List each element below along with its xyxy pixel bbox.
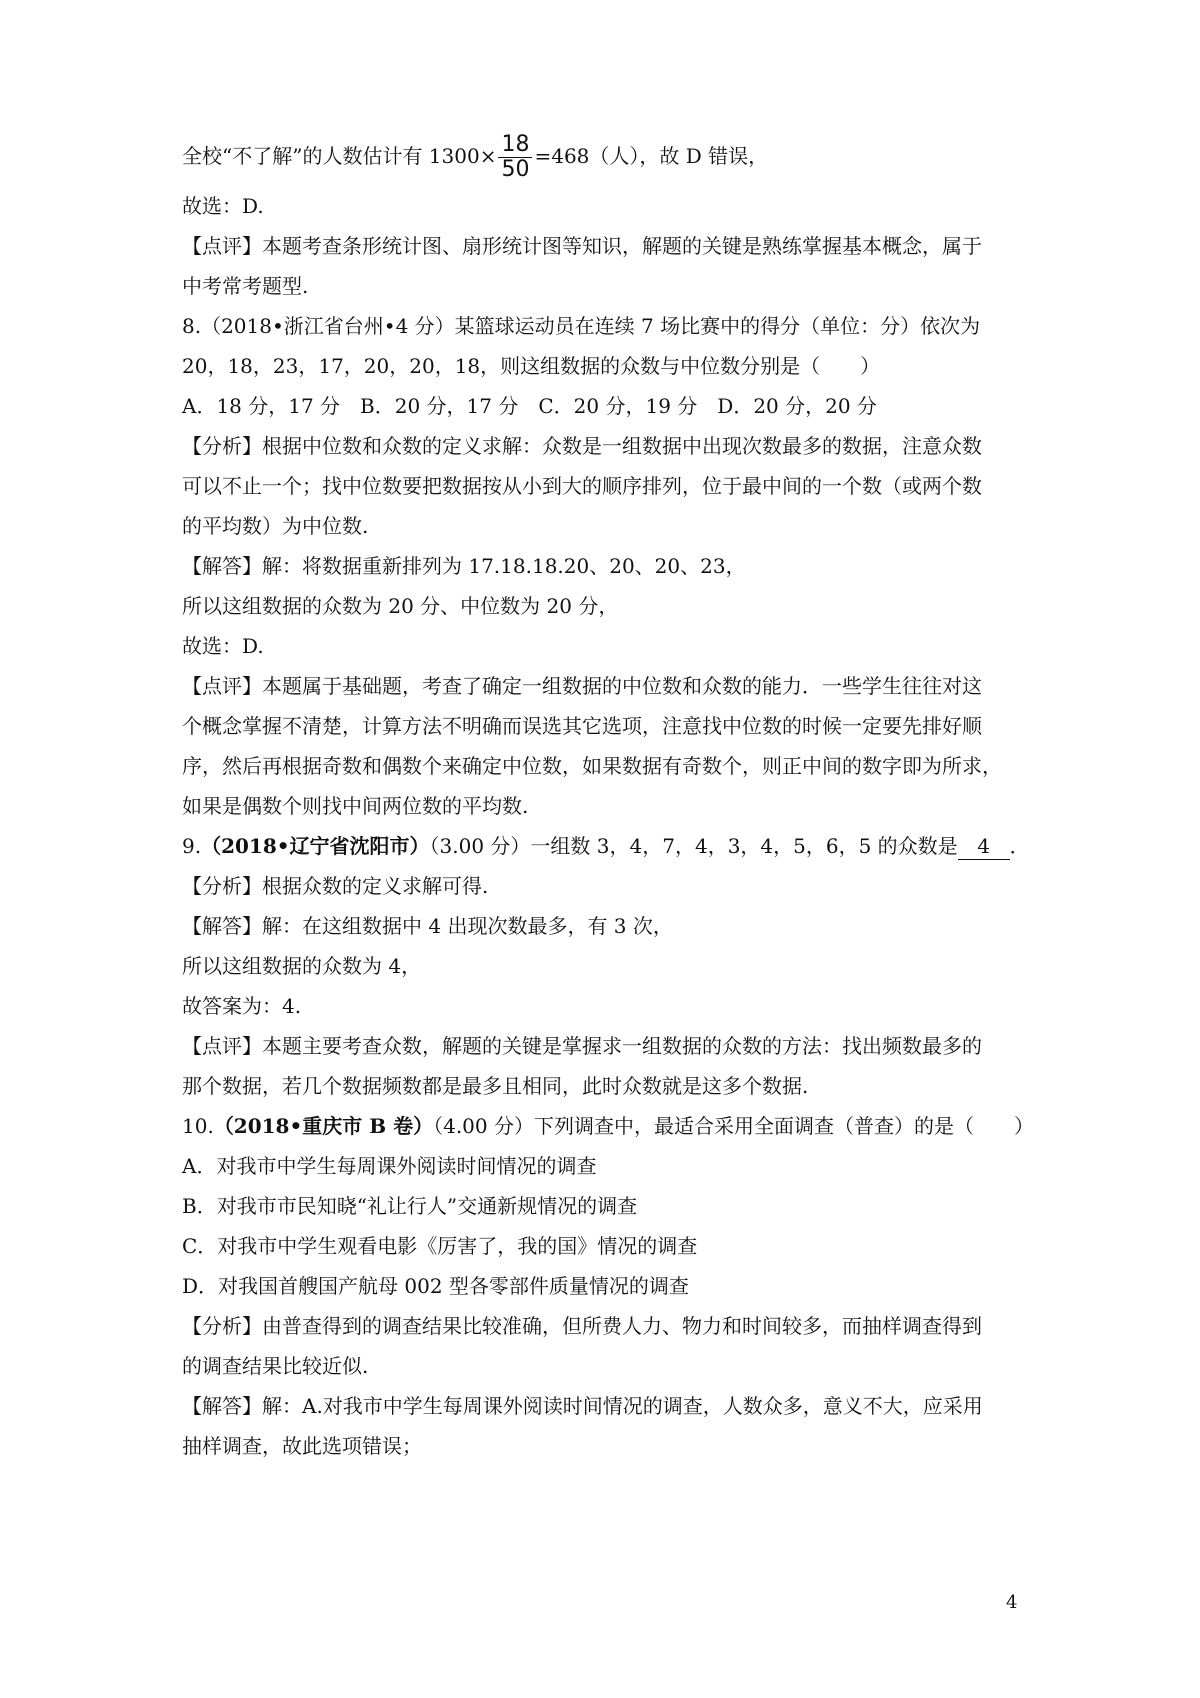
text-line: 如果是偶数个则找中间两位数的平均数. [182,794,529,818]
text-line: 那个数据，若几个数据频数都是最多且相同，此时众数就是这多个数据. [182,1074,809,1098]
text-segment: 全校“不了解”的人数估计有 1300× [182,144,497,168]
text-line: 个概念掌握不清楚，计算方法不明确而误选其它选项，注意找中位数的时候一定要先排好顺 [182,714,982,738]
text-segment: （4.00 分）下列调查中，最适合采用全面调查（普查）的是（ ） [433,1114,1034,1138]
fraction-denominator: 50 [501,157,530,182]
answer-blank: 4 [958,833,1010,860]
text-segment: ． [1009,834,1030,858]
question-number: 10. [182,1114,214,1138]
text-line: 故选：D. [182,194,264,218]
text-line: 【分析】根据众数的定义求解可得. [182,874,489,898]
question-source: （2018•重庆市 B 卷） [213,1114,434,1138]
option-d: D．对我国首艘国产航母 002 型各零部件质量情况的调查 [182,1274,689,1298]
text-line: 所以这组数据的众数为 20 分、中位数为 20 分， [182,594,619,618]
text-line: 【点评】本题主要考查众数，解题的关键是掌握求一组数据的众数的方法：找出频数最多的 [182,1034,982,1058]
text-line: 【点评】本题属于基础题，考查了确定一组数据的中位数和众数的能力．一些学生往往对这 [182,674,982,698]
text-line: 故答案为：4. [182,994,302,1018]
text-line: 【分析】由普查得到的调查结果比较准确，但所费人力、物力和时间较多，而抽样调查得到 [182,1314,982,1338]
text-line [182,130,1027,182]
option-c: C．对我市中学生观看电影《厉害了，我的国》情况的调查 [182,1234,698,1258]
text-line: 序，然后再根据奇数和偶数个来确定中位数，如果数据有奇数个，则正中间的数字即为所求， [182,754,1002,778]
option-a: A．对我市中学生每周课外阅读时间情况的调查 [182,1154,597,1178]
fraction-numerator: 18 [498,133,532,158]
fraction [498,133,532,182]
text-line: 【解答】解：在这组数据中 4 出现次数最多，有 3 次， [182,914,673,938]
text-segment: （3.00 分）一组数 3，4，7，4，3，4，5，6，5 的众数是 [429,834,958,858]
option-b: B．对我市市民知晓“礼让行人”交通新规情况的调查 [182,1194,638,1218]
text-line: 【点评】本题考查条形统计图、扇形统计图等知识，解题的关键是熟练掌握基本概念，属于 [182,234,982,258]
text-line: 【解答】解：A.对我市中学生每周课外阅读时间情况的调查，人数众多，意义不大，应采用 [182,1394,983,1418]
question-10-stem [182,1106,1034,1146]
question-8-options: A．18 分，17 分 B．20 分，17 分 C．20 分，19 分 D．20 分，20 分 [182,394,877,418]
question-8-stem: 8.（2018•浙江省台州•4 分）某篮球运动员在连续 7 场比赛中的得分（单位：分）依次为 [182,314,981,338]
text-line: 【分析】根据中位数和众数的定义求解：众数是一组数据中出现次数最多的数据，注意众数 [182,434,982,458]
text-line: 20，18，23，17，20，20，18，则这组数据的众数与中位数分别是（ ） [182,354,881,378]
text-line: 的调查结果比较近似. [182,1354,369,1378]
text-line: 【解答】解：将数据重新排列为 17.18.18.20、20、20、23， [182,554,746,578]
question-number: 9. [182,834,202,858]
text-line: 所以这组数据的众数为 4， [182,954,422,978]
text-line: 抽样调查，故此选项错误； [182,1434,422,1458]
text-line: 的平均数）为中位数. [182,514,369,538]
text-line: 可以不止一个；找中位数要把数据按从小到大的顺序排列，位于最中间的一个数（或两个数 [182,474,982,498]
text-line: 中考常考题型. [182,274,309,298]
document-body [182,132,1034,1466]
page-number: 4 [1006,1592,1018,1613]
text-segment: =468（人），故 D 错误， [534,144,769,168]
question-9-stem [182,826,1030,866]
text-line: 故选：D. [182,634,264,658]
question-source: （2018•辽宁省沈阳市） [201,834,430,858]
